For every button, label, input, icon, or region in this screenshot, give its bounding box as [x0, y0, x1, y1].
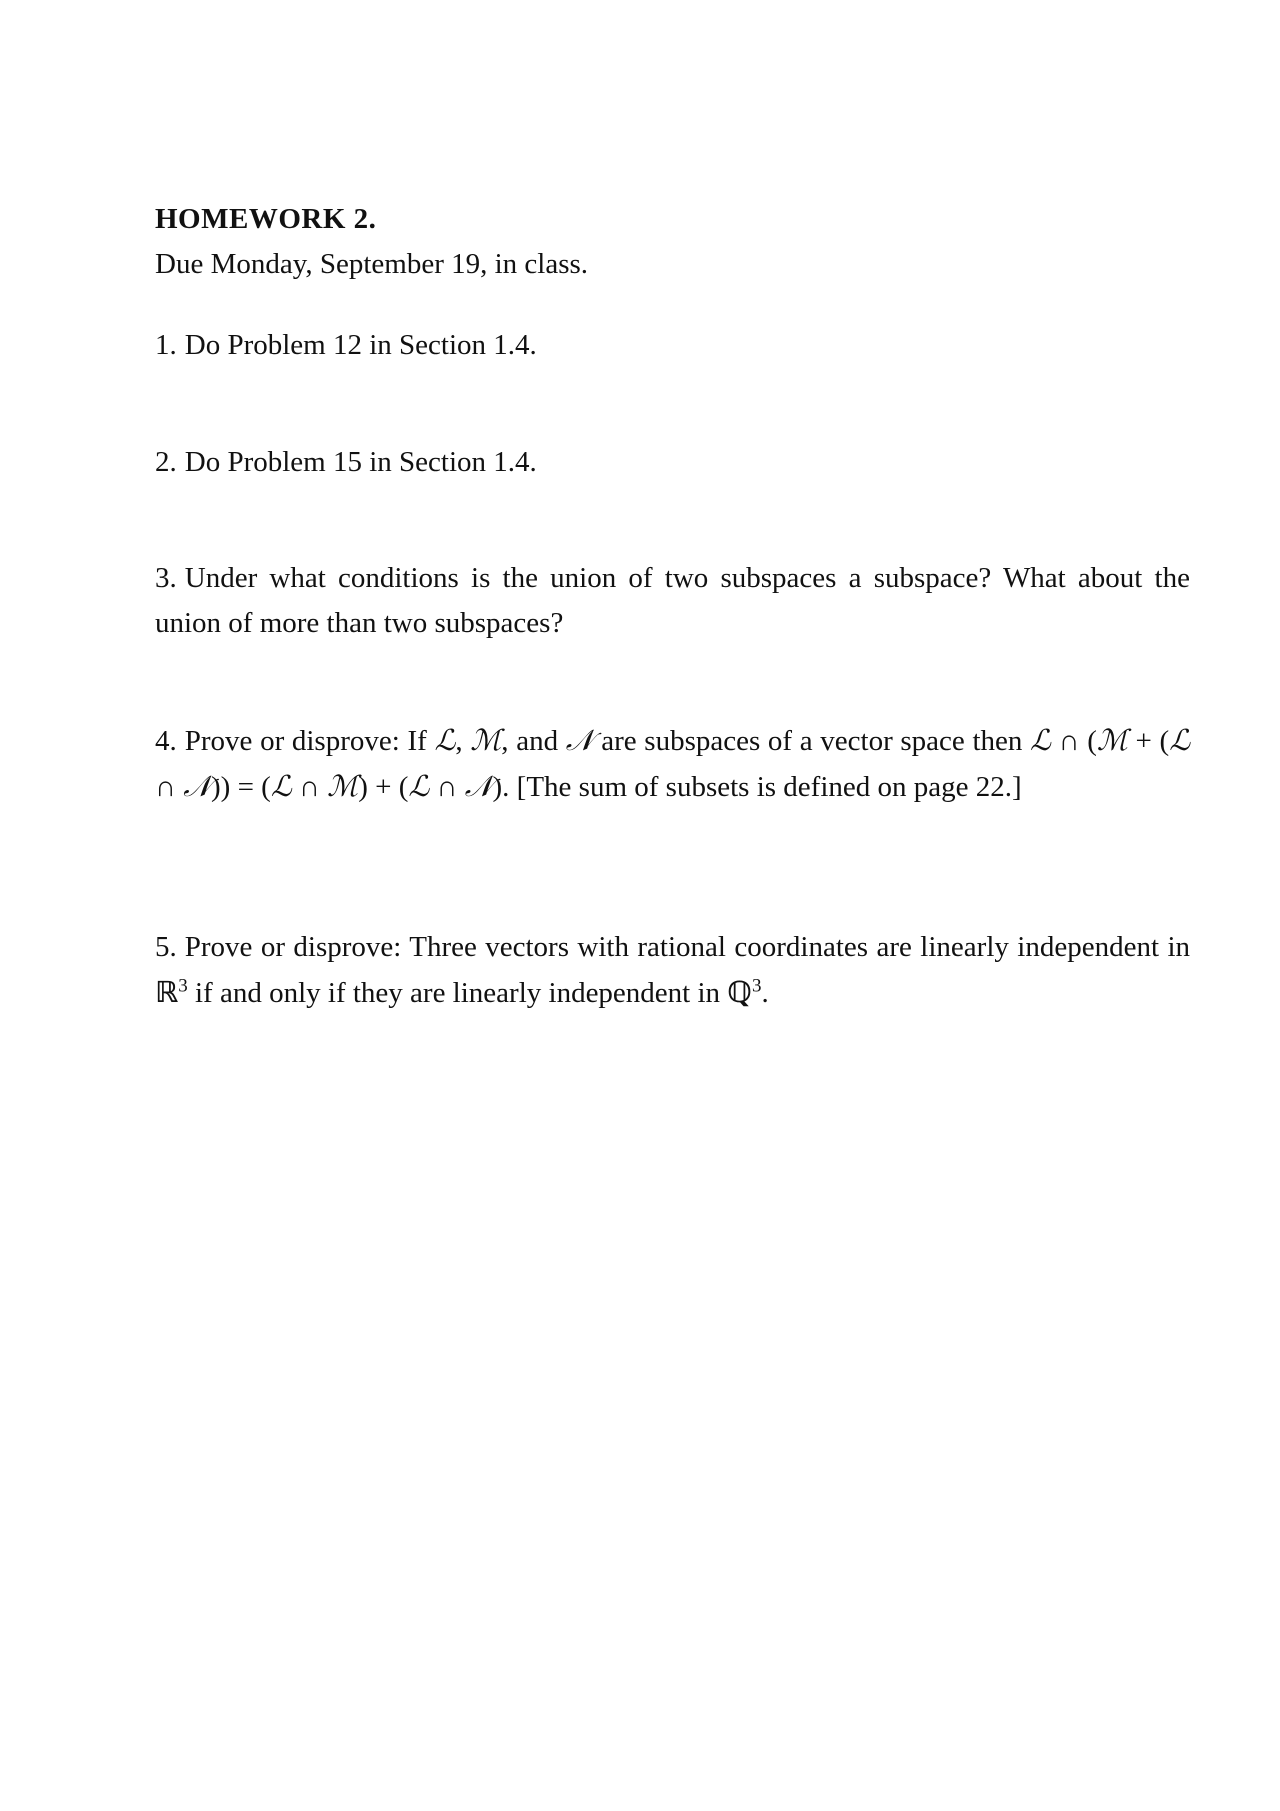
problem-3 [155, 556, 1190, 646]
exponent: 3 [178, 975, 188, 997]
problem-number: 1. [155, 329, 177, 361]
exponent: 3 [751, 975, 762, 997]
conjunction: and [516, 725, 559, 757]
problem-4: 4. Prove or disprove: If ℒ, ℳ, and 𝒩 are subspaces of a vector space then ℒ ∩ (ℳ + (ℒ ∩ 𝒩)) = (ℒ ∩ ℳ) + (ℒ ∩ 𝒩). [The sum of subsets is defined on page 22.] [155, 723, 1191, 803]
problem-text: Do Problem 12 in Section 1.4. [184, 329, 537, 361]
problem-1 [155, 323, 1190, 368]
problem-2 [155, 440, 1190, 485]
problem-text: Do Problem 15 in Section 1.4. [184, 446, 537, 478]
problem-mid: if and only if they are linearly independent in [195, 977, 721, 1009]
math-symbol-m: ℳ [470, 723, 502, 757]
problem-5: 5. Prove or disprove: Three vectors with rational coordinates are linearly independent in ℝ$^3$ if and only if they are linearly independent in ℚ$^3$. [155, 931, 1190, 1009]
problem-number: 5. [155, 931, 177, 963]
page-title: HOMEWORK 2. [155, 203, 377, 235]
due-date: Due Monday, September 19, in class. [155, 248, 589, 280]
problem-number: 4. [155, 725, 177, 757]
problem-note: [The sum of subsets is defined on page 22.] [516, 771, 1022, 803]
problem-lead: Prove or disprove: Three vectors with rational coordinates are linearly independent in [184, 931, 1190, 963]
math-symbol-reals: ℝ [155, 975, 179, 1009]
math-symbol-n: 𝒩 [565, 723, 594, 757]
problem-lead: Prove or disprove: If [184, 725, 427, 757]
problem-tail: are subspaces of a vector space then [601, 725, 1023, 757]
math-symbol-l: ℒ [434, 723, 456, 757]
problem-text: Under what conditions is the union of two subspaces a subspace? What about the union of more than two subspaces? [155, 562, 1190, 639]
problem-number: 3. [155, 562, 177, 594]
math-equation: ℒ ∩ (ℳ + (ℒ ∩ 𝒩)) = (ℒ ∩ ℳ) + (ℒ ∩ 𝒩). [155, 723, 1191, 803]
problem-number: 2. [155, 446, 177, 478]
math-symbol-rationals: ℚ [727, 975, 752, 1009]
